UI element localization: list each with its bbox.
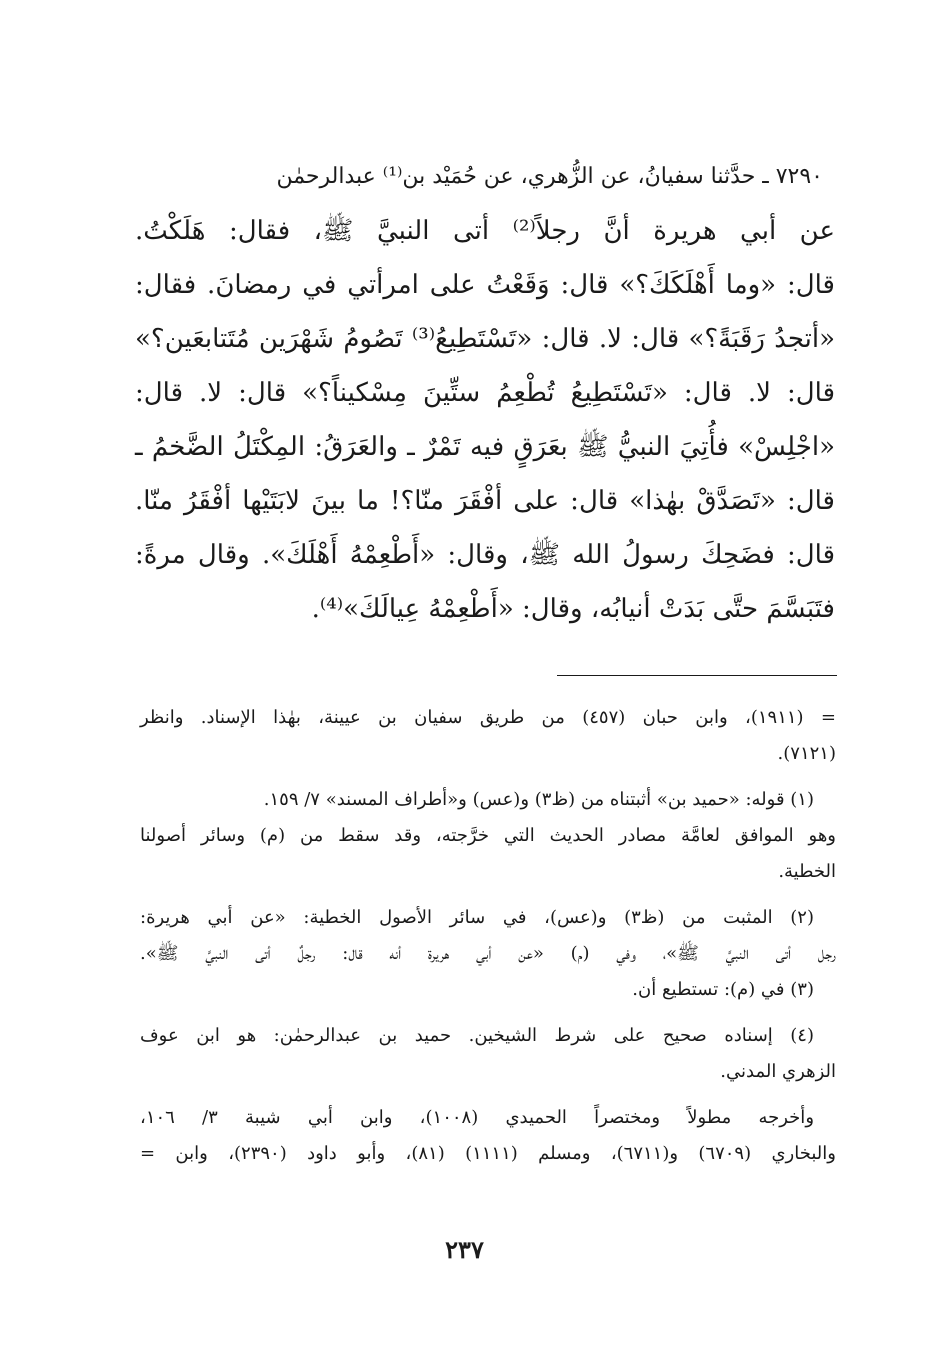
hadith-line: قال: لا. قال: «تَسْتَطِيعُ تُطْعِمُ ستِّينَ مِسْكيناً؟» قال: لا. قال: bbox=[135, 378, 835, 408]
hadith-line: قال: «تَصَدَّقْ بهٰذا» قال: على أفْقَرَ منّا؟! ما بينَ لابَتَيْها أفْقَرُ منّا. bbox=[135, 486, 835, 516]
hadith-text bbox=[135, 150, 835, 636]
footnote-3-line: (٣) في (م): تستطيع أن. bbox=[632, 979, 814, 1000]
footnote-2-line: (٢) المثبت من (ظ٣) و(عس)، في سائر الأصول الخطية: «عن أبي هريرة: bbox=[140, 907, 814, 928]
footnote-1-line: (١) قوله: «حميد بن» أثبتناه من (ظ٣) و(عس) و«أطراف المسند» ٧/ ١٥٩. bbox=[263, 789, 814, 810]
footnote-continuation-line: (٧١٢١). bbox=[777, 743, 836, 764]
hadith-line: قال: فضَحِكَ رسولُ الله ﷺ، وقال: «أَطْعِمْهُ أَهْلَكَ». وقال مرةً: bbox=[135, 540, 835, 570]
hadith-line: ٧٢٩٠ ـ حدَّثنا سفيانُ، عن الزُّهري، عن حُمَيْد بن⁽¹⁾ عبدالرحمٰن bbox=[276, 164, 823, 189]
takhrij-line: وأخرجه مطولاً ومختصراً الحميدي (١٠٠٨)، وابن أبي شيبة ٣/ ١٠٦، bbox=[140, 1107, 815, 1128]
takhrij-line: والبخاري (٦٧٠٩) و(٦٧١١)، ومسلم (١١١١) (٨١)، وأبو داود (٢٣٩٠)، وابن = bbox=[140, 1143, 836, 1164]
footnote-4-line: (٤) إسناده صحيح على شرط الشيخين. حميد بن عبدالرحمٰن: هو ابن عوف bbox=[140, 1025, 814, 1046]
hadith-line: قال: «وما أَهْلَكَكَ؟» قال: وَقَعْتُ على امرأتي في رمضانَ. فقال: bbox=[135, 270, 835, 300]
footnotes bbox=[140, 700, 836, 1172]
footnote-continuation-line: = (١٩١١)، وابن حبان (٤٥٧) من طريق سفيان بن عيينة، بهٰذا الإسناد. وانظر bbox=[140, 707, 836, 728]
hadith-line: فتَبَسَّمَ حتَّى بَدَتْ أنيابُه، وقال: «أَطْعِمْهُ عِيالَكَ»⁽⁴⁾. bbox=[311, 594, 835, 624]
footnote-4-line: الزهري المدني. bbox=[720, 1061, 836, 1082]
hadith-line: «أتجدُ رَقَبَةً؟» قال: لا. قال: «تَسْتَطِيعُ⁽³⁾ تَصُومُ شَهْرَين مُتَتابعَين؟» bbox=[135, 324, 835, 354]
hadith-line: «اجْلِسْ» فأُتِيَ النبيُّ ﷺ بعَرَقٍ فيه تَمْرٌ ـ والعَرَقُ: المِكْتَلُ الضَّخمُ ـ bbox=[135, 432, 835, 462]
footnote-2-line: رجل أتى النبيَّ ﷺ»، وفي (م) «عن أبي هريرة أنه قال: رجلٌ أتى النبيَّ ﷺ». bbox=[140, 943, 836, 964]
footnote-1-line: وهو الموافق لعامَّة مصادر الحديث التي خرَّجته، وقد سقط من (م) وسائر أصولنا bbox=[140, 825, 836, 846]
page-number: ٢٣٧ bbox=[445, 1235, 484, 1264]
footnote-1-line: الخطية. bbox=[778, 861, 836, 882]
footnote-separator bbox=[557, 675, 837, 676]
hadith-line: عن أبي هريرة أنَّ رجلاً⁽²⁾ أتى النبيَّ ﷺ، فقال: هَلَكْتُ. bbox=[135, 216, 835, 246]
